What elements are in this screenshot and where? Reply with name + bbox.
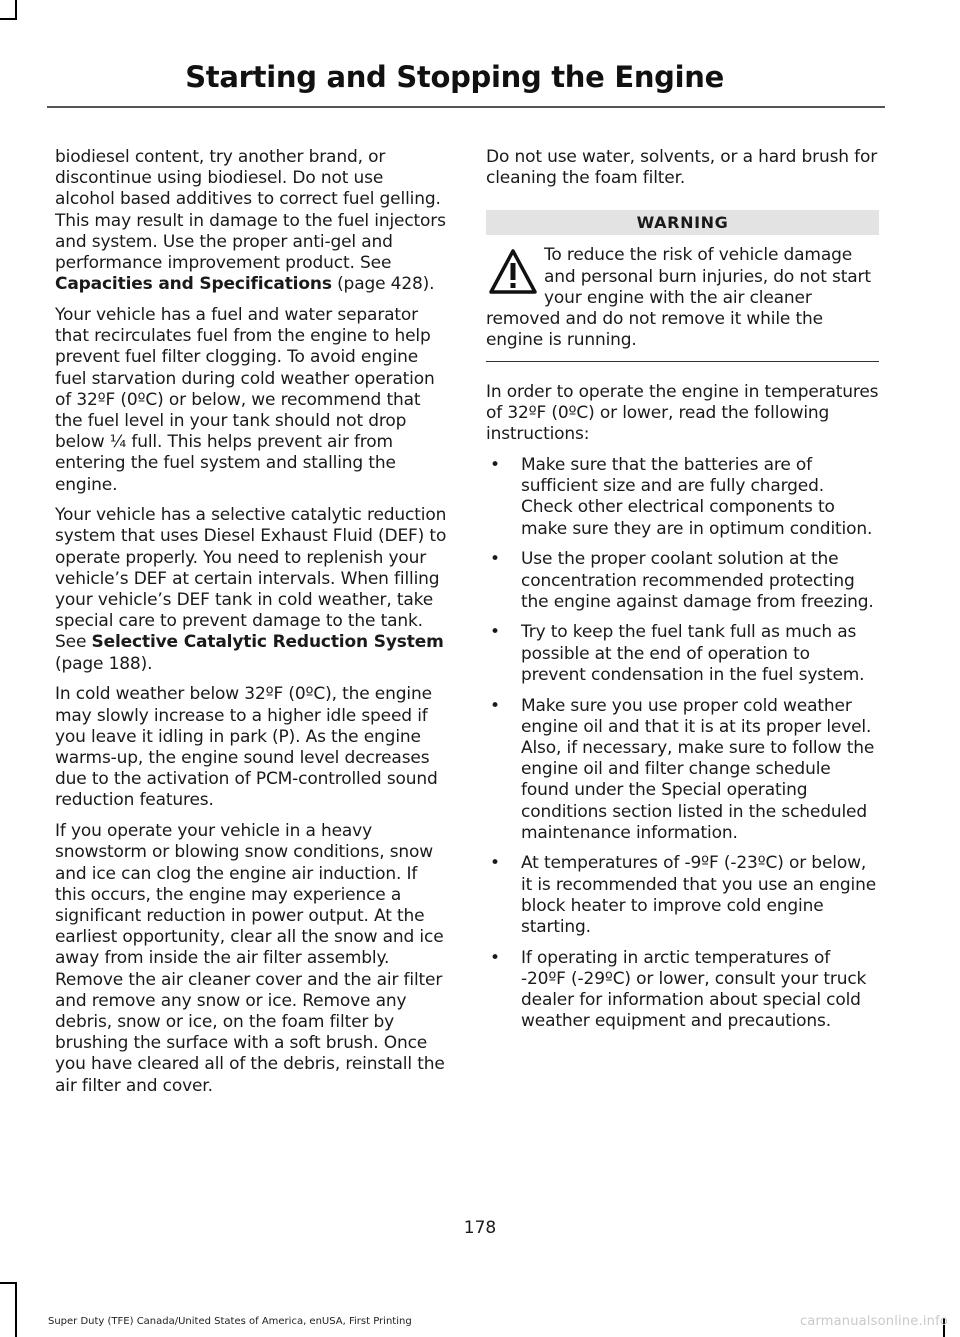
- bullet: •: [490, 853, 500, 874]
- warning-box: [486, 245, 879, 362]
- instruction-list: [486, 455, 879, 1033]
- list-item-text: Use the proper coolant solution at the concentration recommended protecting the engine against damage from freezing.: [521, 549, 874, 612]
- paragraph: If you operate your vehicle in a heavy snowstorm or blowing snow conditions, snow and ice can clog the engine air induction. If this occurs, the engine may experience a significant reduction in power output. At the earliest opportunity, clear all the snow and ice away from inside the air filter assembly. Remove the air cleaner cover and the air filter and remove any snow or ice. Remove any debris, snow or ice, on the foam filter by brushing the surface with a soft brush. Once you have cleared all of the debris, reinstall the air filter and cover.: [55, 821, 445, 1096]
- list-item: [486, 948, 879, 1033]
- cross-reference-link[interactable]: Capacities and Specifications: [55, 274, 332, 295]
- list-item-text: If operating in arctic temperatures of -20ºF (-29ºC) or lower, consult your truck dealer for information about special cold weather equipment and precautions.: [521, 947, 867, 1032]
- paragraph-text: biodiesel content, try another brand, or discontinue using biodiesel. Do not use alcohol based additives to correct fuel gelling. This may result in damage to the fuel injectors and system. Use the proper anti-gel and performance improvement product. See: [55, 147, 446, 274]
- paragraph: [55, 505, 447, 675]
- page-number: 178: [463, 1218, 497, 1238]
- warning-text: To reduce the risk of vehicle damage and personal burn injuries, do not start your engine with the air cleaner removed and do not remove it while the engine is running.: [486, 245, 871, 351]
- footer-text: Super Duty (TFE) Canada/United States of America, enUSA, First Printing: [48, 1316, 412, 1327]
- list-item: [486, 853, 879, 938]
- bullet: •: [490, 947, 500, 968]
- crop-mark: [0, 18, 17, 20]
- warning-divider: [486, 361, 879, 362]
- crop-mark: [15, 0, 17, 18]
- cross-reference-link[interactable]: Selective Catalytic Reduction System: [91, 632, 444, 653]
- crop-mark: [0, 1282, 17, 1284]
- list-item-text: Make sure that the batteries are of sufficient size and are fully charged. Check other electrical components to make sure they are in optimum condition.: [521, 455, 873, 539]
- list-item: [486, 622, 879, 686]
- bullet: •: [490, 549, 500, 570]
- page-reference: (page 428).: [331, 274, 435, 295]
- left-column: [55, 147, 447, 1106]
- watermark: carmanualsonline.info: [799, 1314, 948, 1329]
- list-item: [486, 549, 879, 613]
- list-item: [486, 455, 879, 540]
- bullet: •: [490, 622, 500, 643]
- paragraph: Do not use water, solvents, or a hard brush for cleaning the foam filter.: [486, 147, 878, 189]
- page-title: Starting and Stopping the Engine: [185, 60, 724, 94]
- list-item-text: Make sure you use proper cold weather engine oil and that it is at its proper level. Also, if necessary, make sure to follow the engine oil and filter change schedule found under the Special operating conditions section listed in the scheduled maintenance information.: [521, 695, 875, 843]
- list-item-text: At temperatures of -9ºF (-23ºC) or below, it is recommended that you use an engine block heater to improve cold engine starting.: [521, 853, 877, 938]
- right-column: [486, 147, 879, 1042]
- paragraph: In cold weather below 32ºF (0ºC), the engine may slowly increase to a higher idle speed if you leave it idling in park (P). As the engine warms-up, the engine sound level decreases due to the activation of PCM-controlled sound reduction features.: [55, 684, 438, 811]
- list-item-text: Try to keep the fuel tank full as much as possible at the end of operation to prevent condensation in the fuel system.: [521, 622, 865, 685]
- paragraph: Your vehicle has a fuel and water separator that recirculates fuel from the engine to help prevent fuel filter clogging. To avoid engine fuel starvation during cold weather operation of 32ºF (0ºC) or below, we recommend that the fuel level in your tank should not drop below ¼ full. This helps prevent air from entering the fuel system and stalling the engine.: [55, 304, 435, 495]
- list-item: [486, 696, 879, 844]
- paragraph-text: Your vehicle has a selective catalytic reduction system that uses Diesel Exhaust Fluid (DEF) to operate properly. You need to replenish your vehicle’s DEF at certain intervals. When filling your vehicle’s DEF tank in cold weather, take special care to prevent damage to the tank. See: [55, 505, 447, 653]
- crop-mark: [15, 1282, 17, 1337]
- bullet: •: [490, 695, 500, 716]
- bullet: •: [490, 455, 500, 476]
- paragraph: [55, 147, 447, 295]
- paragraph: In order to operate the engine in temperatures of 32ºF (0ºC) or lower, read the following instructions:: [486, 381, 879, 445]
- page-reference: (page 188).: [55, 653, 153, 674]
- warning-label: WARNING: [486, 210, 879, 235]
- warning-triangle-icon: [488, 248, 538, 296]
- header-divider: [47, 106, 885, 108]
